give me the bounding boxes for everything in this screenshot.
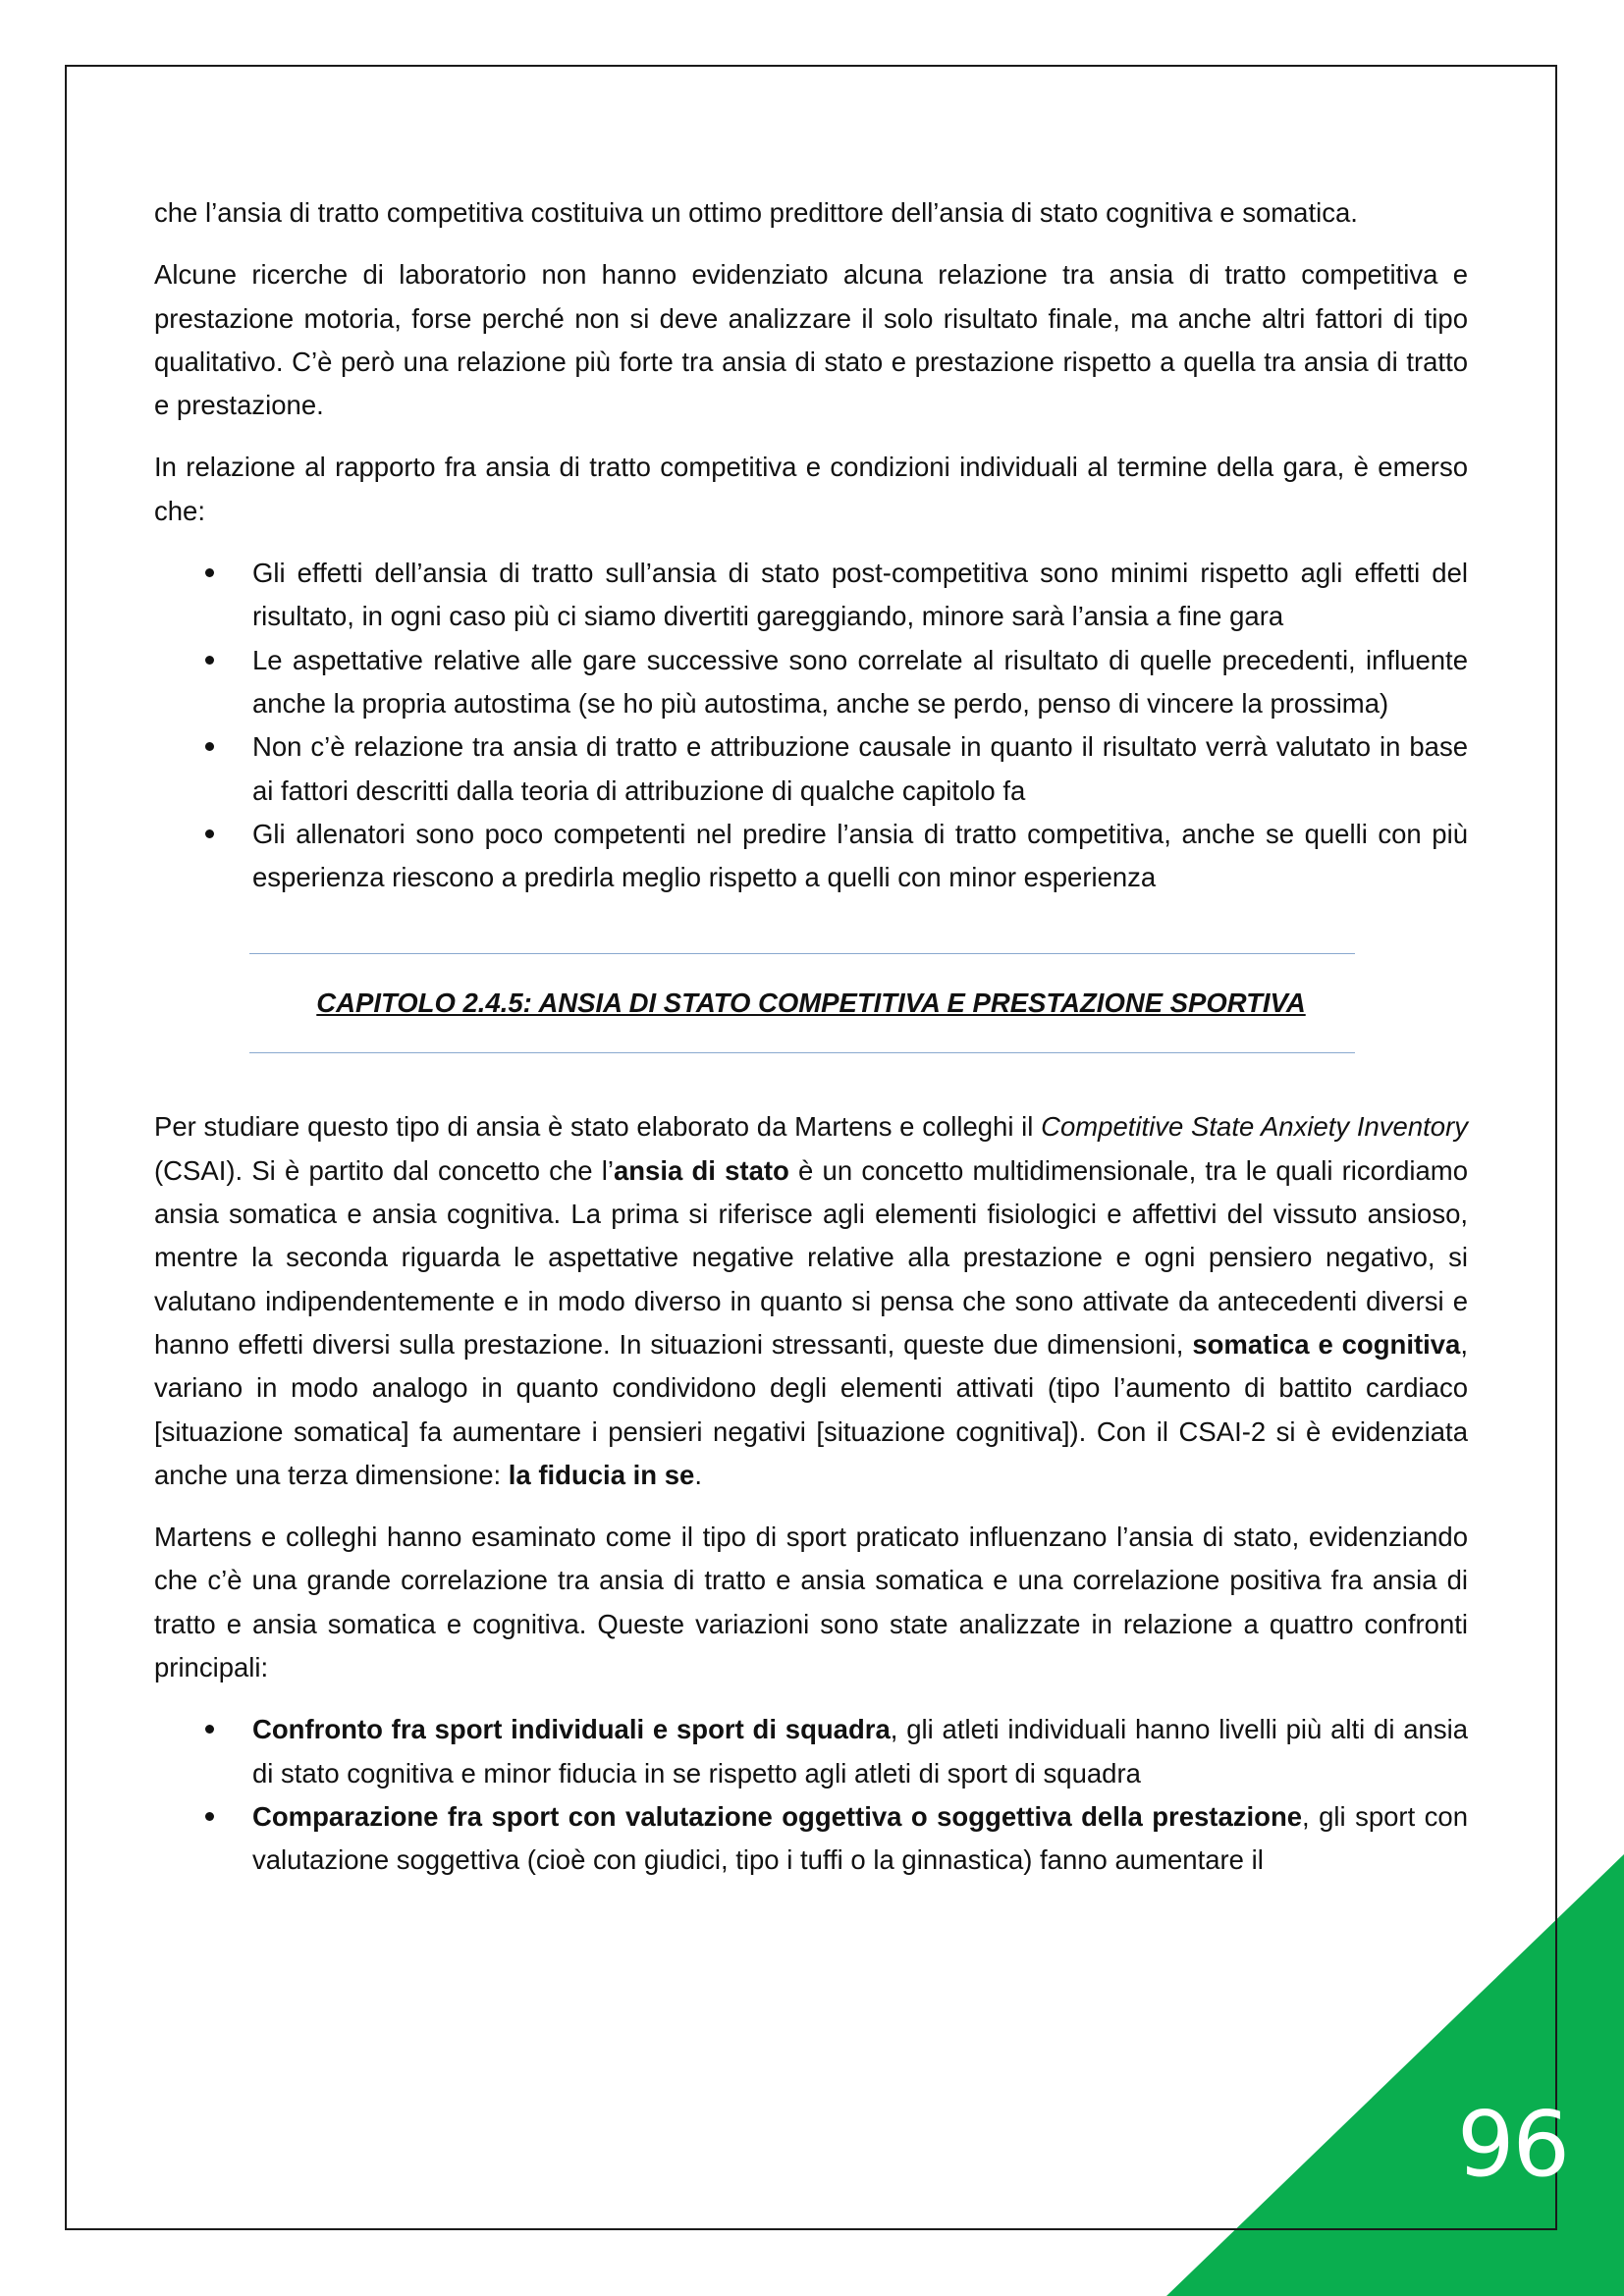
- paragraph: Alcune ricerche di laboratorio non hanno evidenziato alcuna relazione tra ansia di tratto competitiva e prestazione motoria, forse perché non si deve analizzare il solo risultato finale, ma anche altri fattori di tipo qualitativo. C’è però una relazione più forte tra ansia di stato e prestazione rispetto a quella tra ansia di tratto e prestazione.: [154, 259, 1468, 421]
- paragraph: Martens e colleghi hanno esaminato come il tipo di sport praticato influenzano l’ansia di stato, evidenziando che c’è una grande correlazione tra ansia di tratto e ansia somatica e una correlazione positiva fra ansia di tratto e ansia somatica e cognitiva. Queste variazioni sono state analizzate in relazione a quattro confronti principali:: [154, 1522, 1468, 1683]
- inline-bold: somatica e cognitiva: [1192, 1328, 1461, 1360]
- bullet-icon: [205, 829, 214, 838]
- bullet-list: [154, 1708, 1468, 1882]
- bullet-icon: [205, 742, 214, 751]
- document-body: [154, 191, 1468, 1901]
- list-item: Gli allenatori sono poco competenti nel predire l’ansia di tratto competitiva, anche se quelli con più esperienza riescono a predirla meglio rispetto a quelli con minor esperienza: [154, 813, 1468, 900]
- list-item: Confronto fra sport individuali e sport di squadra, gli atleti individuali hanno livelli più alti di ansia di stato cognitiva e minor fiducia in se rispetto agli atleti di sport di squadra: [154, 1708, 1468, 1795]
- page-number: 96: [1457, 2092, 1569, 2197]
- heading-top-rule: [249, 953, 1355, 954]
- inline-italic: Competitive State Anxiety Inventory: [1041, 1111, 1468, 1143]
- inline-bold: Comparazione fra sport con valutazione oggettiva o soggettiva della prestazione: [252, 1800, 1303, 1832]
- paragraph: Per studiare questo tipo di ansia è stato elaborato da Martens e colleghi il Competitive State Anxiety Inventory (CSAI). Si è partito dal concetto che l’ansia di stato è un concetto multidimensionale, tra le quali ricordiamo ansia somatica e ansia cognitiva. La prima si riferisce agli elementi fisiologici e affettivi del vissuto ansioso, mentre la seconda riguarda le aspettative negative relative alla prestazione e ogni pensiero negativo, si valutano indipendentemente e in modo diverso in quanto si pensa che sono attivate da antecedenti diversi e hanno effetti diversi sulla prestazione. In situazioni stressanti, queste due dimensioni, somatica e cognitiva, variano in modo analogo in quanto condividono degli elementi attivati (tipo l’aumento di battito cardiaco [situazione somatica] fa aumentare i pensieri negativi [situazione cognitiva]). Con il CSAI-2 si è evidenziata anche una terza dimensione: la fiducia in se.: [154, 1111, 1468, 1490]
- bullet-icon: [205, 1812, 214, 1821]
- list-item: Le aspettative relative alle gare successive sono correlate al risultato di quelle precedenti, influente anche la propria autostima (se ho più autostima, anche se perdo, penso di vincere la prossima): [154, 639, 1468, 726]
- list-item: Non c’è relazione tra ansia di tratto e attribuzione causale in quanto il risultato verrà valutato in base ai fattori descritti dalla teoria di attribuzione di qualche capitolo fa: [154, 725, 1468, 813]
- bullet-list: [154, 552, 1468, 899]
- chapter-heading: CAPITOLO 2.4.5: ANSIA DI STATO COMPETITIVA E PRESTAZIONE SPORTIVA: [316, 988, 1306, 1019]
- inline-bold: Confronto fra sport individuali e sport di squadra: [252, 1714, 891, 1745]
- bullet-icon: [205, 568, 214, 577]
- paragraph: che l’ansia di tratto competitiva costituiva un ottimo predittore dell’ansia di stato cognitiva e somatica.: [154, 197, 1358, 228]
- bullet-icon: [205, 656, 214, 665]
- inline-bold: la fiducia in se: [508, 1459, 695, 1490]
- bullet-icon: [205, 1725, 214, 1734]
- list-item: Gli effetti dell’ansia di tratto sull’ansia di stato post-competitiva sono minimi rispetto agli effetti del risultato, in ogni caso più ci siamo divertiti gareggiando, minore sarà l’ansia a fine gara: [154, 552, 1468, 639]
- inline-bold: ansia di stato: [613, 1154, 789, 1186]
- list-item: Comparazione fra sport con valutazione oggettiva o soggettiva della prestazione, gli sport con valutazione soggettiva (cioè con giudici, tipo i tuffi o la ginnastica) fanno aumentare il: [154, 1795, 1468, 1883]
- paragraph: In relazione al rapporto fra ansia di tratto competitiva e condizioni individuali al termine della gara, è emerso che:: [154, 452, 1468, 526]
- heading-bottom-rule: [249, 1052, 1355, 1053]
